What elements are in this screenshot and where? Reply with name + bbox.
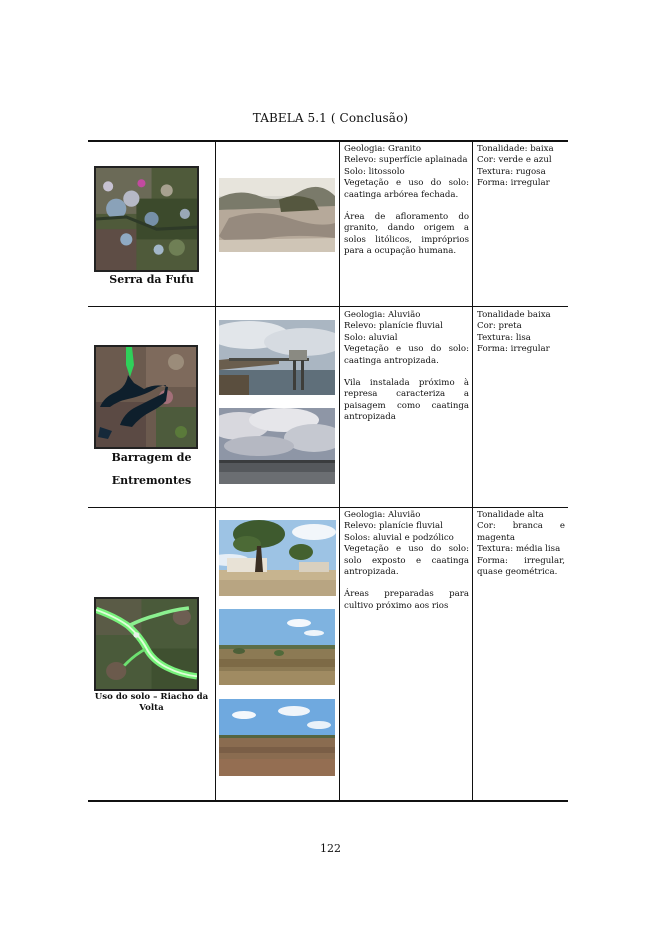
column-divider bbox=[339, 140, 340, 802]
field-photo-reservoir-tower bbox=[219, 320, 335, 395]
field-photo-reservoir-sky bbox=[219, 408, 335, 484]
description-cell bbox=[344, 510, 469, 612]
description-cell bbox=[344, 310, 469, 424]
description-line: Relevo: planície fluvial bbox=[344, 321, 443, 332]
description-cell bbox=[344, 144, 469, 258]
tonality-line: Textura: rugosa bbox=[477, 166, 546, 177]
tonality-line: Textura: média lisa bbox=[477, 544, 561, 555]
tonality-line: Cor: verde e azul bbox=[477, 155, 552, 166]
tonality-line: Forma: irregular, quase geométrica. bbox=[477, 555, 565, 578]
tonality-line: Forma: irregular bbox=[477, 178, 550, 189]
field-photo-open-field bbox=[219, 609, 335, 685]
page-number: 122 bbox=[320, 842, 341, 855]
tonality-line: Tonalidade baixa bbox=[477, 310, 551, 320]
field-photo-granite-outcrop bbox=[219, 178, 335, 252]
table-title: TABELA 5.1 ( Conclusão) bbox=[252, 111, 409, 125]
description-line: Geologia: Aluvião bbox=[344, 310, 421, 320]
table-top-rule bbox=[88, 140, 568, 142]
tonality-line: Textura: lisa bbox=[477, 332, 531, 343]
satellite-image-riacho-da-volta bbox=[94, 597, 199, 691]
tonality-cell bbox=[477, 510, 565, 578]
tonality-line: Tonalidade alta bbox=[477, 510, 544, 520]
classification-table bbox=[88, 140, 568, 802]
description-line: Vegetação e uso do solo: caatinga antropizada. bbox=[344, 344, 469, 366]
row-caption bbox=[88, 692, 215, 714]
field-photo-tree-and-house bbox=[219, 520, 336, 596]
row-caption-line: Barragem de bbox=[111, 451, 192, 464]
column-divider bbox=[472, 140, 473, 802]
tonality-line: Forma: irregular bbox=[477, 344, 550, 355]
tonality-cell bbox=[477, 310, 567, 356]
tonality-cell bbox=[477, 144, 567, 190]
description-note: Vila instalada próximo à represa caracteriza a paisagem como caatinga antropizada bbox=[344, 378, 469, 423]
description-line: Relevo: superfície aplainada bbox=[344, 155, 468, 166]
description-note: Área de afloramento do granito, dando origem a solos litólicos, impróprios para a ocupação humana. bbox=[344, 212, 469, 257]
tonality-line: Cor: branca e magenta bbox=[477, 521, 565, 543]
description-line: Geologia: Granito bbox=[344, 144, 422, 154]
description-line: Relevo: planície fluvial bbox=[344, 521, 443, 532]
field-photo-cultivated-area bbox=[219, 699, 335, 776]
description-line: Solos: aluvial e podzólico bbox=[344, 532, 454, 543]
description-line: Solo: litossolo bbox=[344, 166, 405, 177]
row-caption bbox=[88, 446, 215, 492]
satellite-image-serra-da-fufu bbox=[94, 166, 199, 272]
description-note: Áreas preparadas para cultivo próximo aos rios bbox=[344, 589, 469, 611]
row-caption-line: Entremontes bbox=[111, 474, 192, 487]
description-line: Solo: aluvial bbox=[344, 332, 398, 343]
row-divider bbox=[88, 306, 568, 307]
table-bottom-rule bbox=[88, 800, 568, 802]
row-caption-line: Serra da Fufu bbox=[109, 273, 194, 286]
row-caption-line: Uso do solo – Riacho da bbox=[94, 692, 209, 702]
tonality-line: Tonalidade: baixa bbox=[477, 144, 554, 154]
description-line: Vegetação e uso do solo: solo exposto e caatinga antropizada. bbox=[344, 544, 469, 578]
row-divider bbox=[88, 507, 568, 508]
row-caption-line: Volta bbox=[139, 703, 164, 713]
tonality-line: Cor: preta bbox=[477, 321, 522, 332]
row-caption bbox=[88, 271, 215, 289]
column-divider bbox=[215, 140, 216, 802]
satellite-image-barragem-de-entremontes bbox=[94, 345, 198, 449]
description-line: Geologia: Aluvião bbox=[344, 510, 421, 520]
description-line: Vegetação e uso do solo: caatinga arbórea fechada. bbox=[344, 178, 469, 200]
